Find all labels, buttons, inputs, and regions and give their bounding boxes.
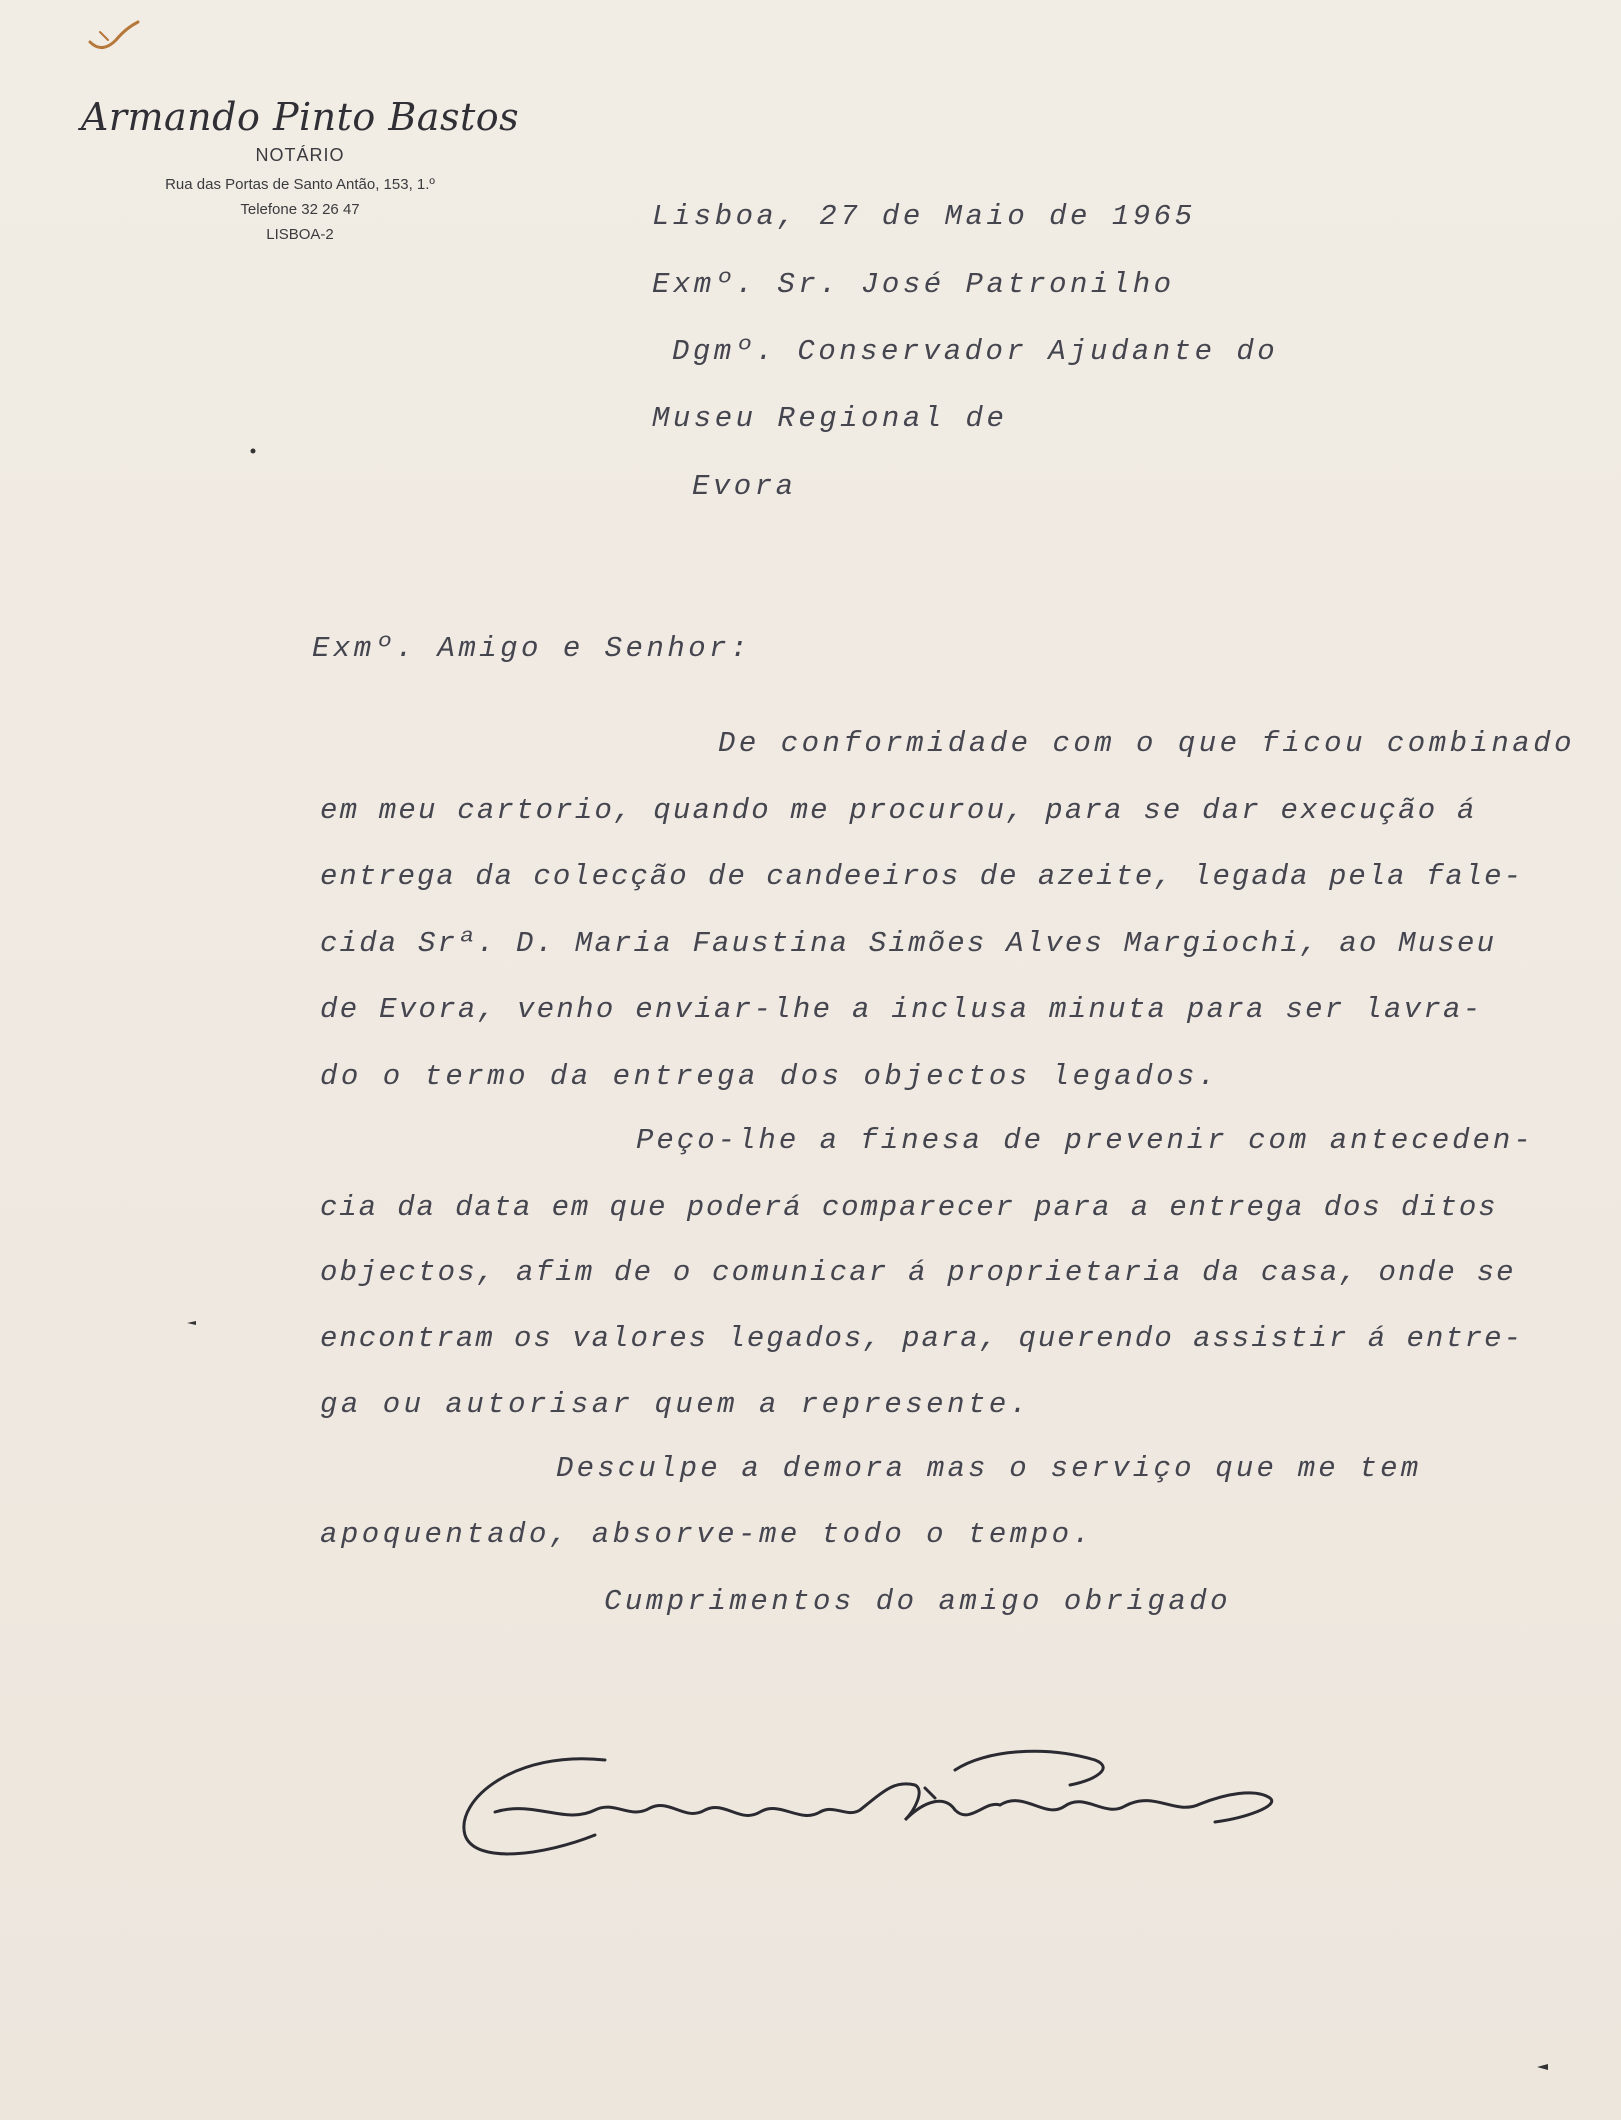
body-line: encontram os valores legados, para, querendo assistir á entre- [320,1322,1523,1355]
body-line: do o termo da entrega dos objectos legados. [320,1060,1219,1093]
body-line: Desculpe a demora mas o serviço que me tem [556,1452,1422,1485]
speck-icon [248,446,258,456]
body-line: de Evora, venho enviar-lhe a inclusa minuta para ser lavra- [320,993,1483,1026]
signature [455,1740,1285,1870]
body-line: De conformidade com o que ficou combinado [718,727,1576,760]
body-line: cida Srª. D. Maria Faustina Simões Alves Margiochi, ao Museu [320,927,1497,960]
body-line: Peço-lhe a finesa de prevenir com anteceden- [636,1124,1534,1157]
body-line: apoquentado, absorve-me todo o tempo. [320,1518,1094,1551]
body-line: entrega da colecção de candeeiros de azeite, legada pela fale- [320,860,1523,893]
letterhead-title: NOTÁRIO [255,145,345,165]
letterhead-phone: Telefone 32 26 47 [240,201,360,218]
recipient-line-4: Evora [692,470,797,503]
letterhead [80,95,520,251]
letterhead-address: Rua das Portas de Santo Antão, 153, 1.º [165,176,435,193]
salutation: Exmº. Amigo e Senhor: [312,632,751,665]
letterhead-city: LISBOA-2 [266,226,334,243]
recipient-line-2: Dgmº. Conservador Ajudante do [672,335,1279,368]
speck-icon [186,1318,198,1328]
closing: Cumprimentos do amigo obrigado [604,1585,1232,1618]
body-line: objectos, afim de o comunicar á proprietaria da casa, onde se [320,1256,1516,1289]
ink-mark-icon [86,14,146,54]
letterhead-name: Armando Pinto Bastos [80,95,520,139]
recipient-line-3: Museu Regional de [652,402,1008,435]
speck-icon [1536,2062,1550,2072]
body-line: em meu cartorio, quando me procurou, para se dar execução á [320,794,1477,827]
body-line: cia da data em que poderá comparecer para a entrega dos ditos [320,1191,1498,1224]
letter-date: Lisboa, 27 de Maio de 1965 [652,200,1196,233]
recipient-line-1: Exmº. Sr. José Patronilho [652,268,1175,301]
body-line: ga ou autorisar quem a represente. [320,1388,1031,1421]
